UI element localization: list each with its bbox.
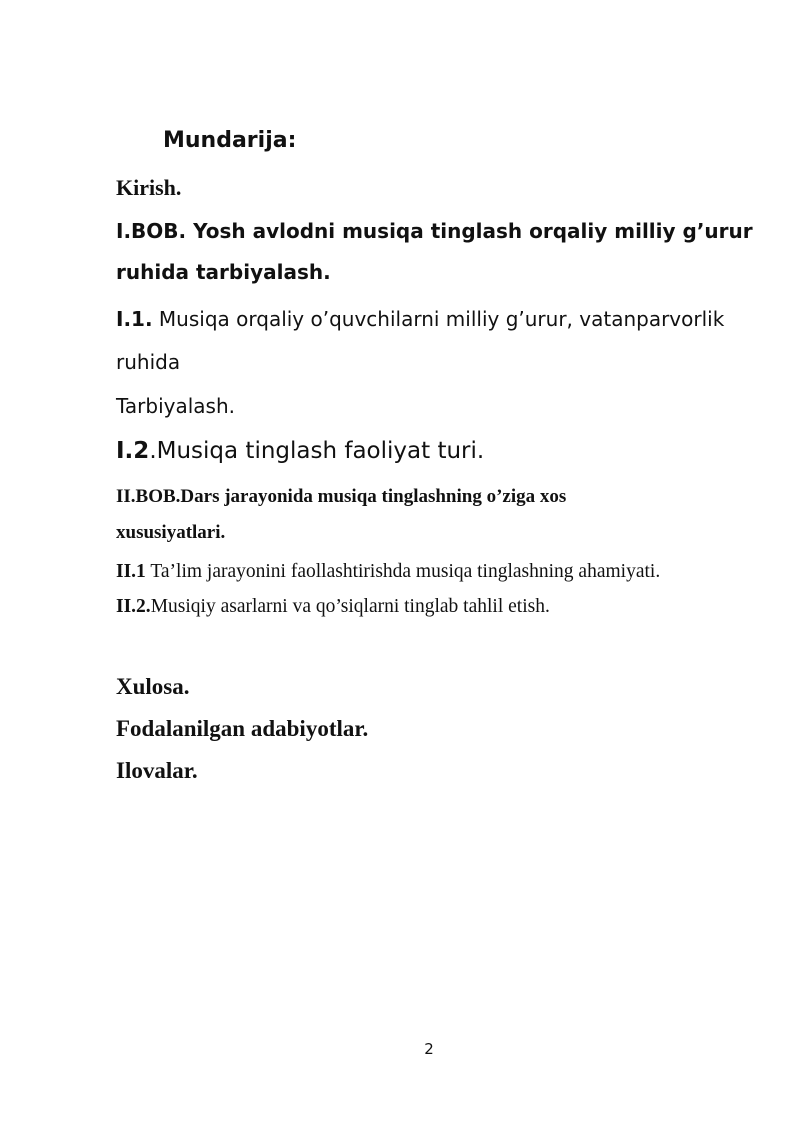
toc-section1-1-number: I.1. — [116, 307, 153, 331]
page-title: Mundarija: — [163, 128, 297, 153]
toc-chapter1-line2: ruhida tarbiyalash. — [116, 260, 331, 284]
toc-section1-1-line2: ruhida — [116, 350, 181, 374]
toc-section1-2 — [116, 438, 484, 464]
toc-section1-1-text: Musiqa orqaliy o’quvchilarni milliy g’urur, vatanparvorlik — [152, 307, 725, 331]
toc-item-appendices: Ilovalar. — [116, 758, 198, 783]
toc-section2-2 — [116, 596, 550, 618]
toc-item-references: Fodalanilgan adabiyotlar. — [116, 716, 369, 741]
toc-section2-1-text: Ta’lim jarayonini faollashtirishda musiqa tinglashning ahamiyati. — [145, 561, 661, 582]
page-number: 2 — [424, 1040, 434, 1058]
toc-chapter2-line2: xususiyatlari. — [116, 522, 226, 543]
toc-section2-1 — [116, 561, 660, 583]
toc-section2-1-number: II.1 — [116, 561, 146, 582]
toc-section1-1-line3: Tarbiyalash. — [116, 394, 235, 418]
toc-section1-1-line1 — [116, 307, 724, 331]
toc-item-conclusion: Xulosa. — [116, 674, 190, 699]
toc-section1-2-text: .Musiqa tinglash faoliyat turi. — [149, 438, 485, 464]
toc-section1-2-number: I.2 — [116, 438, 150, 464]
toc-section2-2-text: Musiqiy asarlarni va qo’siqlarni tinglab tahlil etish. — [150, 596, 550, 617]
toc-chapter2-line1: II.BOB.Dars jarayonida musiqa tinglashning o’ziga xos — [116, 486, 567, 507]
toc-item-intro: Kirish. — [116, 175, 182, 200]
toc-chapter1-line1: I.BOB. Yosh avlodni musiqa tinglash orqaliy milliy g’urur — [116, 219, 753, 243]
toc-section2-2-number: II.2. — [116, 596, 151, 617]
